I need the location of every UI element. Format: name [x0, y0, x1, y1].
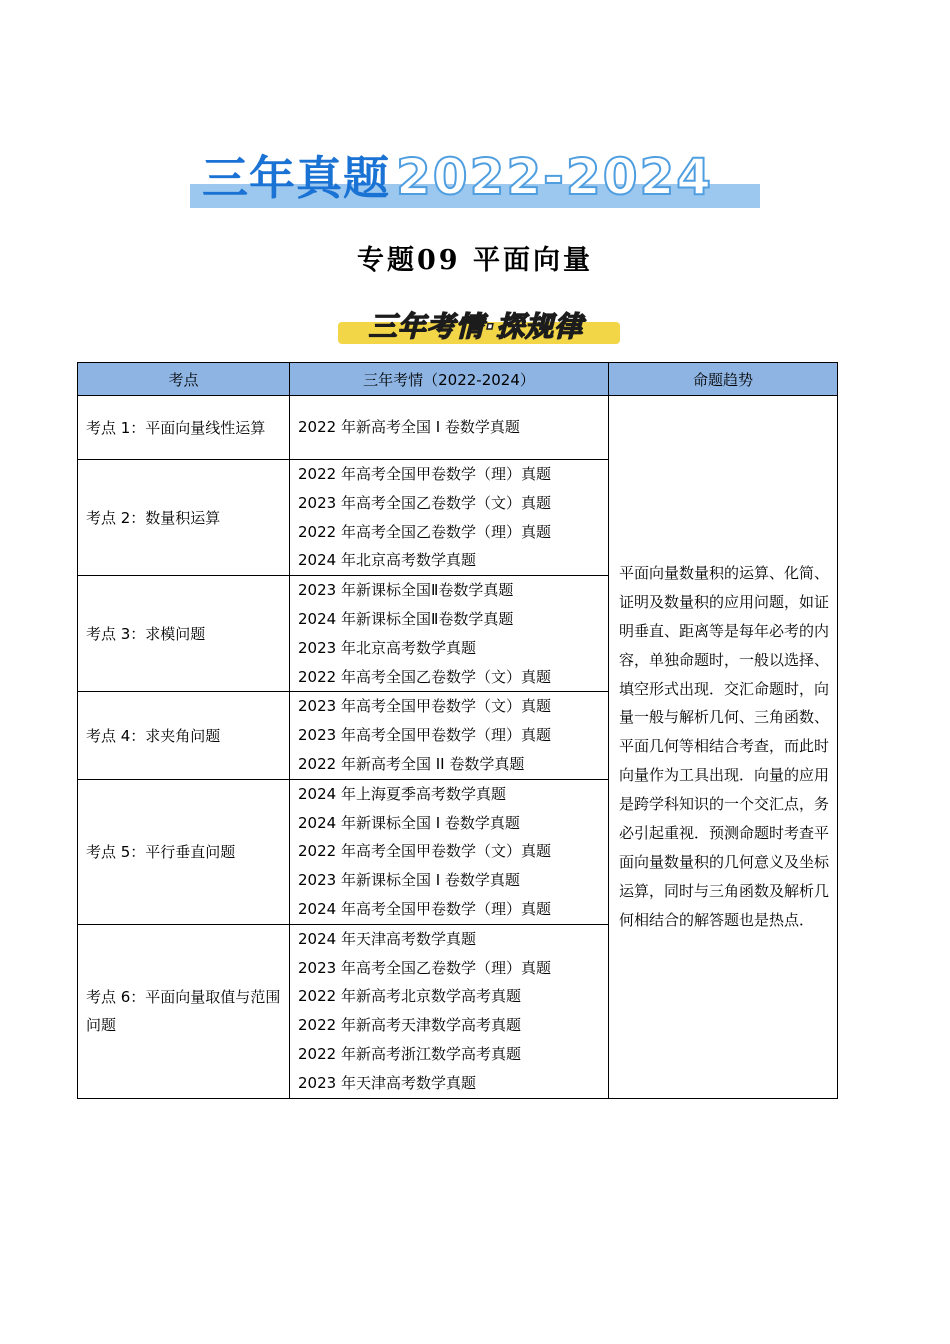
sources-cell [290, 779, 609, 924]
source-item: 2022 年新高考浙江数学高考真题 [298, 1044, 521, 1063]
point-cell: 考点 6：平面向量取值与范围问题 [78, 924, 290, 1098]
header-trend: 命题趋势 [609, 363, 838, 396]
source-item: 2022 年新高考全国 II 卷数学真题 [298, 754, 525, 773]
point-cell: 考点 3：求模问题 [78, 576, 290, 692]
source-item: 2023 年天津高考数学真题 [298, 1073, 476, 1092]
sources-cell [290, 576, 609, 692]
banner-title-cn: 三年真题 [202, 151, 390, 205]
page-title: 专题09 平面向量 [357, 245, 593, 276]
source-item: 2022 年高考全国乙卷数学（理）真题 [298, 522, 551, 541]
subtitle-badge [328, 306, 624, 350]
source-item: 2024 年上海夏季高考数学真题 [298, 784, 506, 803]
table-body [78, 396, 838, 1099]
point-cell: 考点 2：数量积运算 [78, 460, 290, 576]
source-item: 2023 年北京高考数学真题 [298, 638, 476, 657]
source-item: 2024 年新课标全国 I 卷数学真题 [298, 813, 520, 832]
sources-cell [290, 460, 609, 576]
subtitle-text: 三年考情·探规律 [368, 310, 584, 343]
table-row [78, 396, 838, 460]
header-years: 三年考情（2022-2024） [290, 363, 609, 396]
source-item: 2022 年高考全国甲卷数学（文）真题 [298, 842, 551, 861]
source-item: 2022 年新高考北京数学高考真题 [298, 987, 521, 1006]
exam-table [77, 362, 838, 1099]
source-item: 2022 年新高考天津数学高考真题 [298, 1016, 521, 1035]
sources-cell [290, 924, 609, 1098]
source-item: 2023 年高考全国乙卷数学（理）真题 [298, 958, 551, 977]
source-item: 2023 年高考全国甲卷数学（理）真题 [298, 726, 551, 745]
source-item: 2022 年高考全国甲卷数学（理）真题 [298, 465, 551, 483]
source-item: 2024 年高考全国甲卷数学（理）真题 [298, 899, 551, 918]
source-item: 2023 年新课标全国Ⅱ卷数学真题 [298, 581, 514, 600]
banner-years: 2022-2024 [396, 148, 714, 206]
source-item: 2023 年高考全国甲卷数学（文）真题 [298, 697, 551, 716]
source-item: 2022 年新高考全国 I 卷数学真题 [298, 418, 520, 437]
sources-cell [290, 692, 609, 779]
trend-cell: 平面向量数量积的运算、化简、证明及数量积的应用问题，如证明垂直、距离等是每年必考的内容，单独命题时，一般以选择、填空形式出现．交汇命题时，向量一般与解析几何、三角函数、平面几何等相结合考查，而此时向量作为工具出现．向量的应用是跨学科知识的一个交汇点，务必引起重视．预测命题时考查平面向量数量积的几何意义及坐标运算，同时与三角函数及解析几何相结合的解答题也是热点． [609, 396, 838, 1099]
banner [190, 150, 760, 210]
header-point: 考点 [78, 363, 290, 396]
point-cell: 考点 4：求夹角问题 [78, 692, 290, 779]
source-item: 2024 年北京高考数学真题 [298, 551, 476, 570]
source-item: 2024 年新课标全国Ⅱ卷数学真题 [298, 609, 514, 628]
sources-cell [290, 396, 609, 460]
source-item: 2023 年高考全国乙卷数学（文）真题 [298, 493, 551, 512]
source-item: 2023 年新课标全国 I 卷数学真题 [298, 871, 520, 890]
source-item: 2022 年高考全国乙卷数学（文）真题 [298, 667, 551, 686]
point-cell: 考点 1：平面向量线性运算 [78, 396, 290, 460]
point-cell: 考点 5：平行垂直问题 [78, 779, 290, 924]
source-item: 2024 年天津高考数学真题 [298, 929, 476, 948]
table-header-row [78, 363, 838, 396]
banner-title [202, 146, 713, 220]
